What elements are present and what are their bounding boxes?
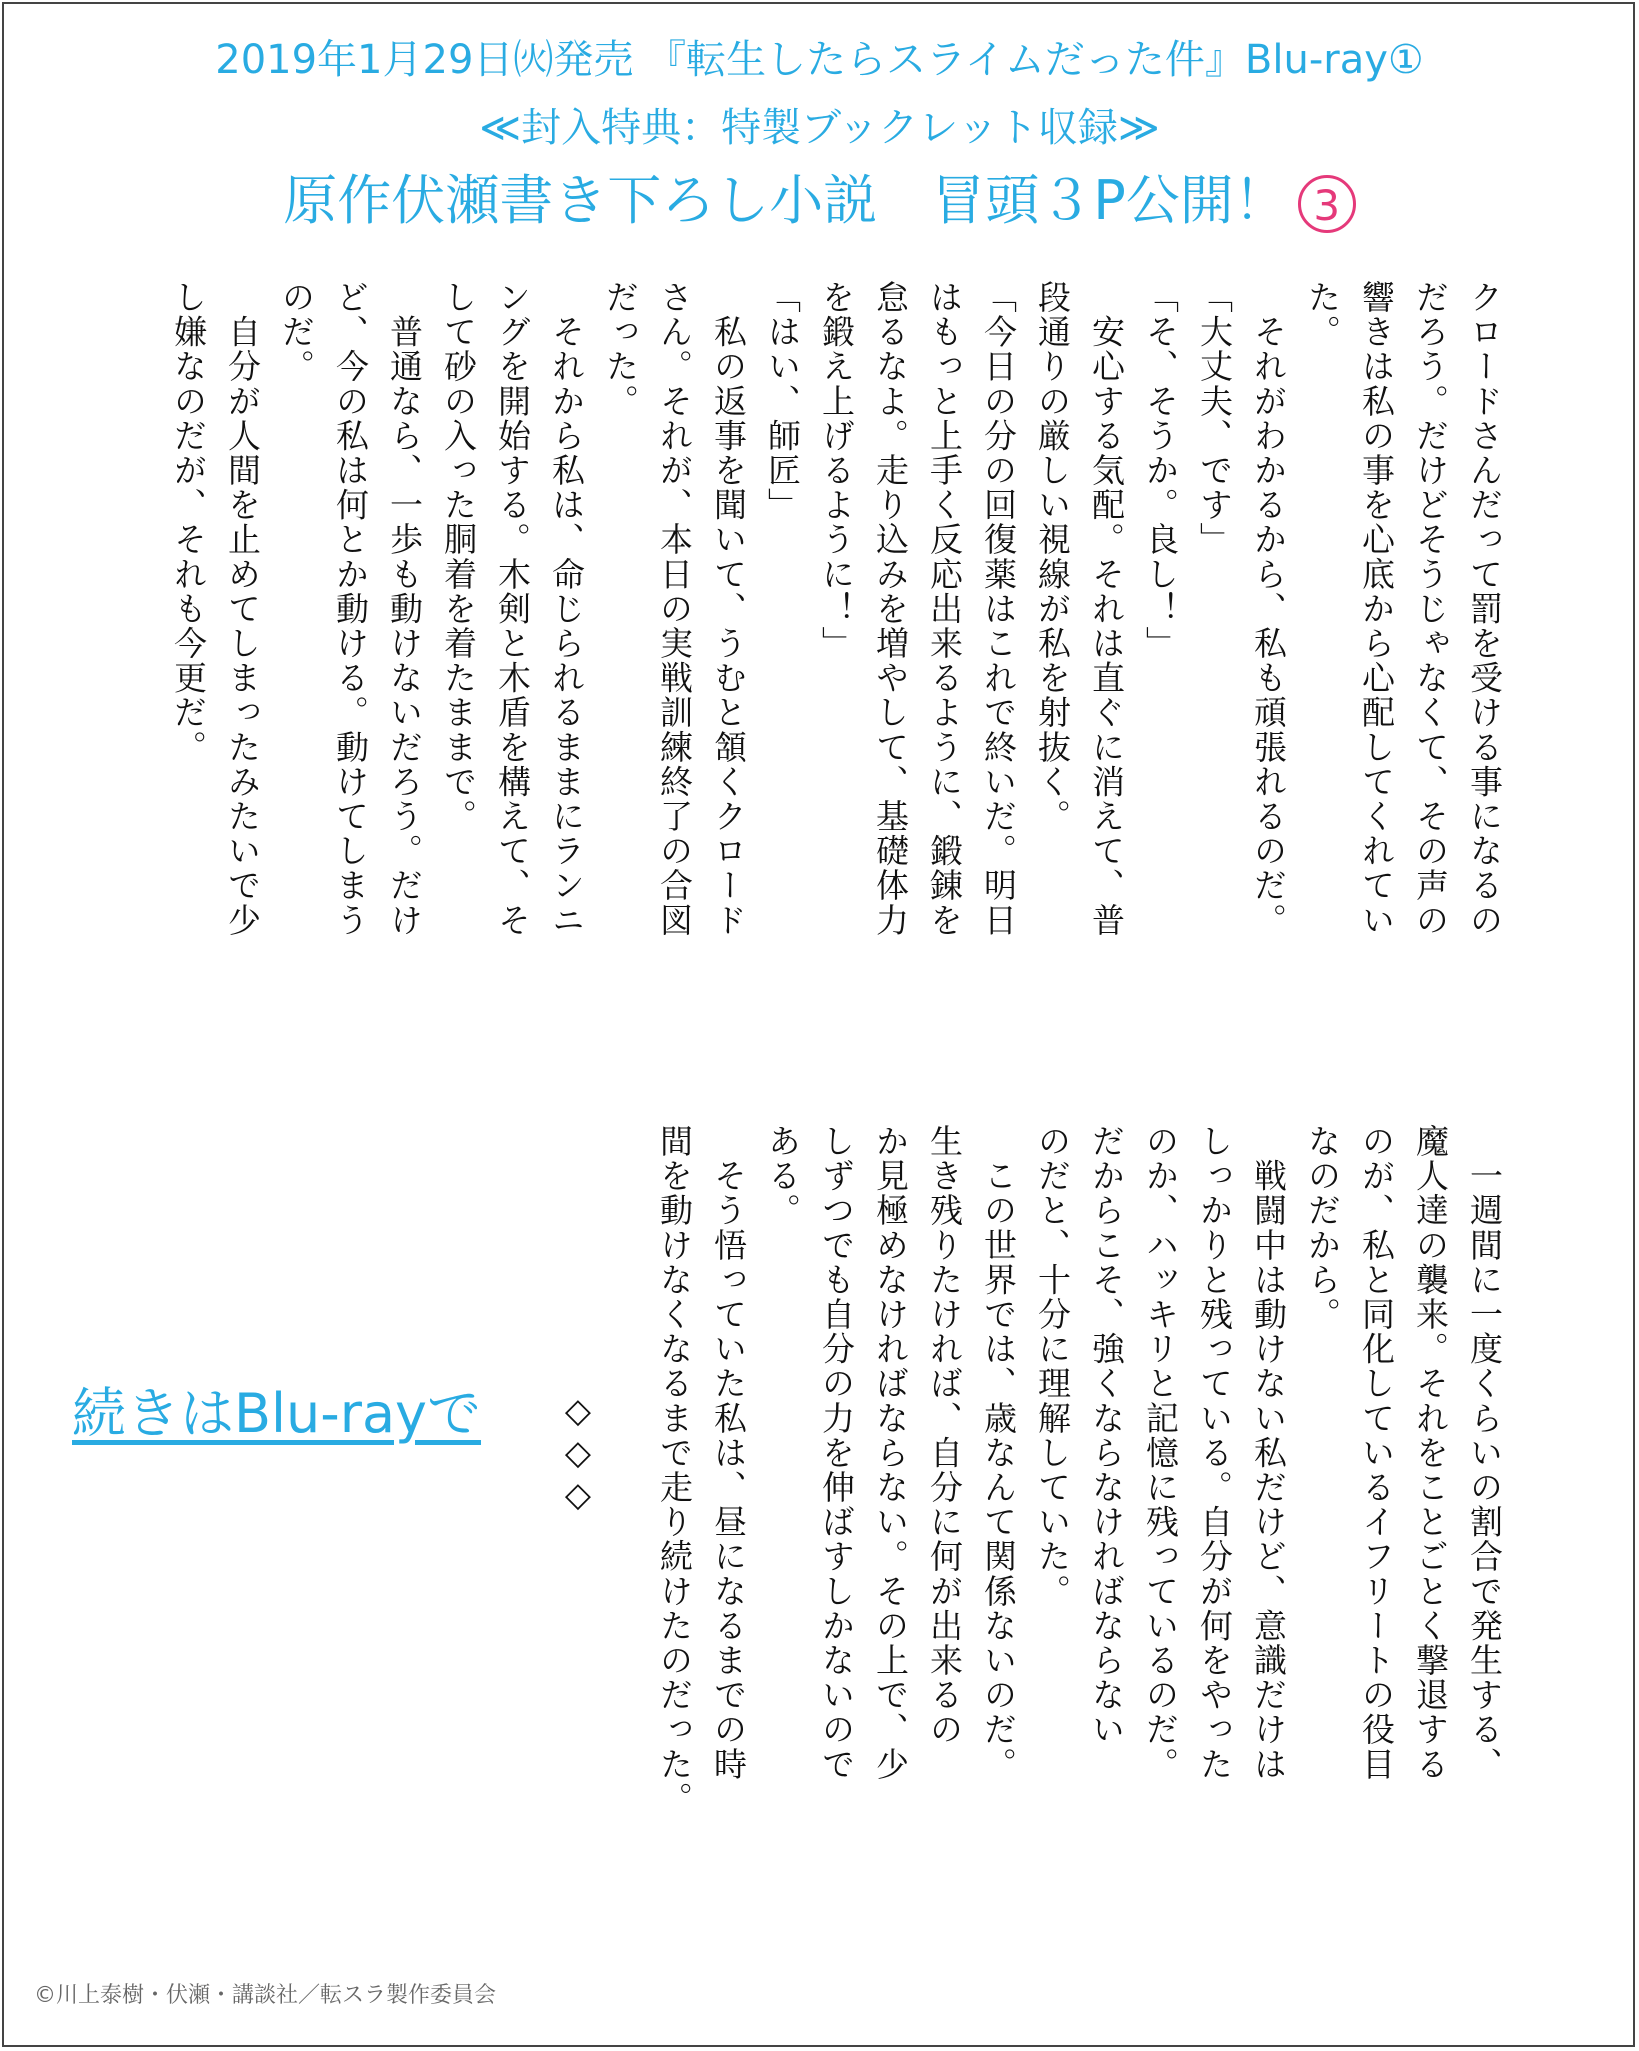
diamond-icon: ◇ (564, 1391, 592, 1431)
copyright-notice: ©川上泰樹・伏瀬・講談社／転スラ製作委員会 (34, 1983, 497, 2008)
story-text-top: クロードさんだって罰を受ける事になるの だろう。だけどそうじゃなくて、その声の 響きは私の事を心底から心配してくれてい た。 それがわかるから、私も頑張れるのだ。 「大丈夫、です」 「そ、そうか。良し！」 安心する気配。それは直ぐに消えて、普 段通りの厳しい視線が私を射抜く。 「今日の分の回復薬はこれで終いだ。明日 はもっと上手く反応出来るように、鍛錬を 怠るなよ。走り込みを増やして、基礎体力 を鍛え上げるように！」 「はい、師匠」 私の返事を聞いて、うむと頷くクロード さん。それが、本日の実戦訓練終了の合図 だった。 それから私は、命じられるままにランニ ングを開始する。木剣と木盾を構えて、そ して砂の入った胴着を着たままで。 普通なら、一歩も動けないだろう。だけ ど、今の私は何とか動ける。動けてしまう のだ。 自分が人間を止めてしまったみたいで少 し嫌なのだが、それも今更だ。 (169, 280, 1504, 938)
bonus-info: ≪封入特典：特製ブックレット収録≫ (479, 105, 1160, 151)
diamond-icon: ◇ (564, 1433, 592, 1473)
release-info: 2019年1月29日㈫発売 『転生したらスライムだった件』Blu-ray① (215, 37, 1424, 83)
diamond-icon: ◇ (564, 1475, 592, 1515)
continue-on-bluray-link[interactable]: 続きはBlu-rayで (72, 1382, 482, 1445)
scene-separator (556, 1390, 600, 1516)
preview-title (0, 168, 1639, 234)
preview-title-text: 原作伏瀬書き下ろし小説 冒頭３P公開！ (283, 169, 1288, 232)
part-number-badge: 3 (1298, 175, 1356, 233)
story-text-bottom: 一週間に一度くらいの割合で発生する、 魔人達の襲来。それをことごとく撃退する のが、私と同化しているイフリートの役目 なのだから。 戦闘中は動けない私だけど、意識だけは しっかりと残っている。自分が何をやった のか、ハッキリと記憶に残っているのだ。 だからこそ、強くならなければならない のだと、十分に理解していた。 この世界では、歳なんて関係ないのだ。 生き残りたければ、自分に何が出来るの か見極めなければならない。その上で、少 しずつでも自分の力を伸ばすしかないので ある。 そう悟っていた私は、昼になるまでの時 間を動けなくなるまで走り続けたのだった。 (655, 1124, 1504, 1816)
